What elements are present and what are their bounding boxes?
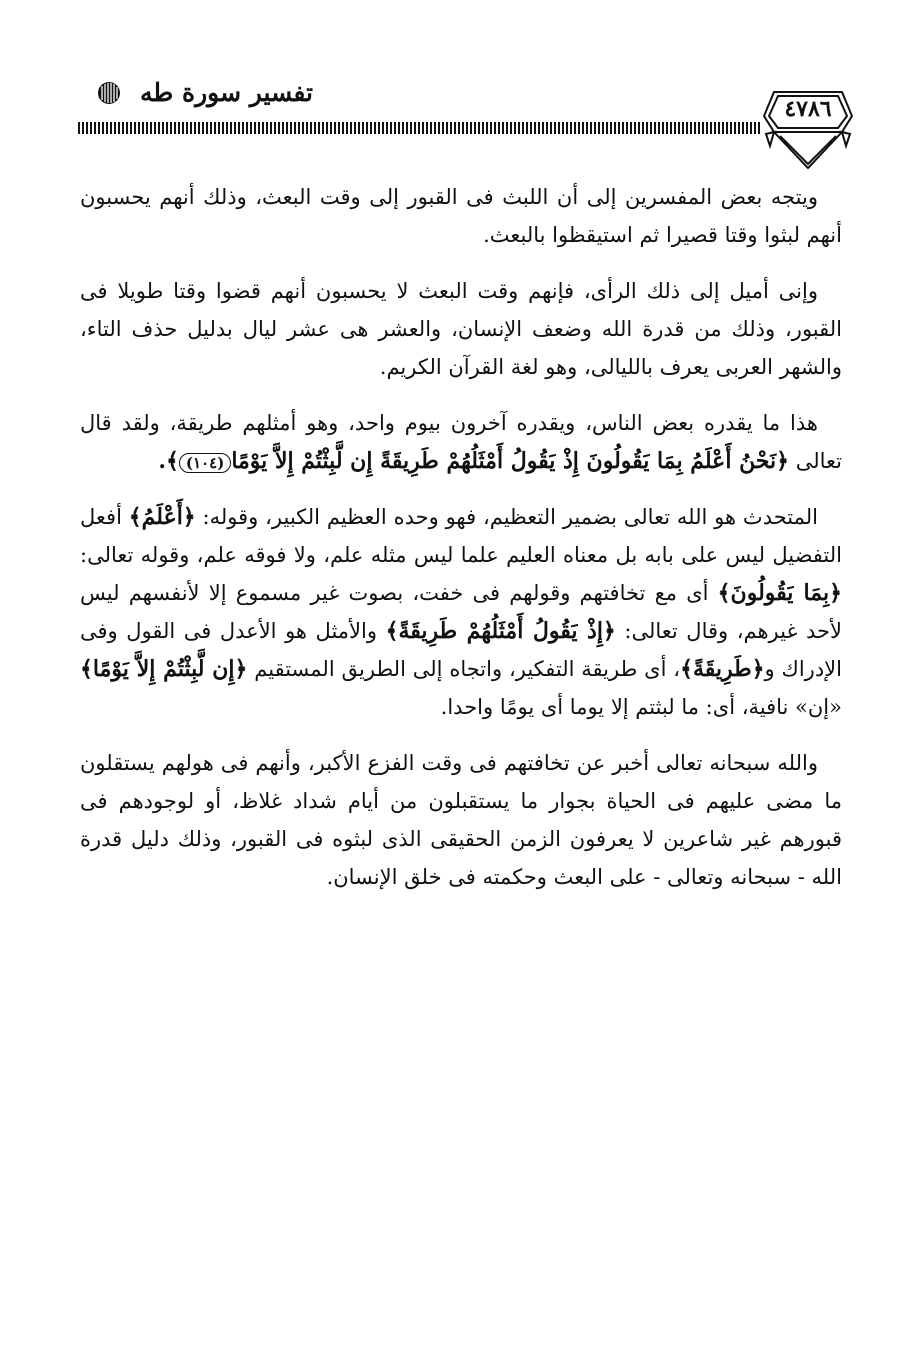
paragraph	[80, 498, 842, 726]
ornament-icon	[96, 80, 122, 106]
page-header	[0, 0, 914, 180]
paragraph	[80, 178, 842, 254]
running-header	[96, 78, 313, 107]
quran-quote: ﴿إِذْ يَقُولُ أَمْثَلُهُمْ طَرِيقَةً﴾	[385, 618, 616, 644]
ayah-number: (١٠٤)	[179, 453, 231, 473]
paragraph-text: والله سبحانه تعالى أخبر عن تخافتهم فى وقت الفزع الأكبر، وأنهم فى هولهم يستقلون ما مضى عليهم فى الحياة بجوار ما يستقبلون من أيام شداد غلاظ، أو لوجودهم فى قبورهم غير شاعرين لا يعرفون الزمن الحقيقى الذى لبثوه فى القبور، وذلك دليل قدرة الله - سبحانه وتعالى - على البعث وحكمته فى خلق الإنسان.	[80, 751, 842, 889]
paragraph-text: وإنى أميل إلى ذلك الرأى، فإنهم وقت البعث لا يحسبون أنهم قضوا وقتا طويلا فى القبور، وذلك من قدرة الله وضعف الإنسان، والعشر هى عشر ليال بدليل حذف التاء، والشهر العربى يعرف بالليالى، وهو لغة القرآن الكريم.	[80, 279, 842, 379]
quran-quote: ﴾.	[158, 448, 179, 474]
paragraph-text: ويتجه بعض المفسرين إلى أن اللبث فى القبور إلى وقت البعث، وذلك أنهم يحسبون أنهم لبثوا وقتا قصيرا ثم استيقظوا بالبعث.	[80, 185, 842, 247]
quran-quote: ﴿بِمَا يَقُولُونَ﴾	[717, 580, 842, 606]
paragraph-text: ، أى طريقة التفكير، واتجاه إلى الطريق المستقيم	[247, 657, 681, 681]
paragraph-text: أفعل التفضيل ليس على بابه بل معناه العليم علما ليس مثله علم، ولا فوقه علم، وقوله تعالى:	[80, 505, 842, 567]
quran-quote: ﴿نَحْنُ أَعْلَمُ بِمَا يَقُولُونَ إِذْ يَقُولُ أَمْثَلُهُمْ طَرِيقَةً إِن لَّبِثْتُمْ إِلاَّ يَوْمًا	[231, 448, 790, 474]
body-text	[80, 178, 842, 914]
quran-quote: ﴿أَعْلَمُ﴾	[128, 504, 196, 530]
paragraph-text: هذا ما يقدره بعض الناس، ويقدره آخرون بيوم واحد، وهو أمثلهم طريقة، ولقد قال تعالى	[80, 411, 842, 473]
quran-quote: ﴿طَرِيقَةً﴾	[680, 656, 765, 682]
header-rule	[78, 122, 762, 134]
paragraph-text: المتحدث هو الله تعالى بضمير التعظيم، فهو وحده العظيم الكبير، وقوله:	[195, 505, 818, 529]
paragraph-text: «إن» نافية، أى: ما لبثتم إلا يوما أى يومًا واحدا.	[440, 695, 842, 719]
paragraph	[80, 404, 842, 480]
running-title: تفسير سورة طه	[140, 78, 313, 107]
paragraph-text: والأمثل هو الأعدل فى القول وفى الإدراك و	[80, 619, 842, 681]
paragraph	[80, 744, 842, 896]
quran-quote: ﴿إِن لَّبِثْتُمْ إِلاَّ يَوْمًا﴾	[80, 656, 248, 682]
paragraph-text: أى مع تخافتهم وقولهم فى خفت، بصوت غير مسموع إلا لأنفسهم ليس لأحد غيرهم، وقال تعالى:	[80, 581, 842, 643]
page-number: ٤٧٨٦	[784, 96, 832, 122]
paragraph	[80, 272, 842, 386]
